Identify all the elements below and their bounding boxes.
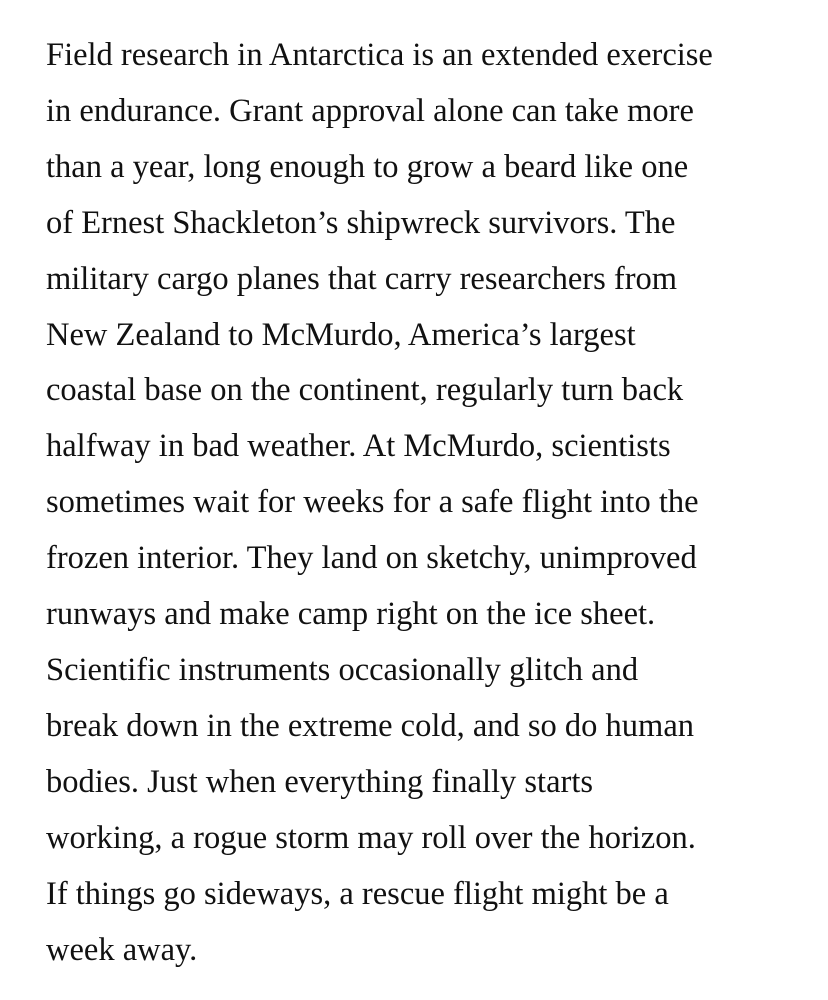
paragraph-line: of Ernest Shackleton’s shipwreck survivors. The — [46, 204, 676, 241]
paragraph-line: coastal base on the continent, regularly turn back — [46, 372, 684, 409]
paragraph-line: New Zealand to McMurdo, America’s largest — [46, 316, 636, 353]
article-paragraph — [46, 28, 806, 978]
paragraph-line: bodies. Just when everything finally starts — [46, 763, 593, 800]
paragraph-line: Field research in Antarctica is an extended exercise — [46, 37, 713, 73]
paragraph-line: military cargo planes that carry researchers from — [46, 260, 678, 297]
paragraph-line: runways and make camp right on the ice sheet. — [46, 596, 656, 633]
paragraph-line: sometimes wait for weeks for a safe flight into the — [46, 484, 699, 521]
paragraph-line: in endurance. Grant approval alone can take more — [46, 92, 694, 129]
paragraph-line: working, a rogue storm may roll over the horizon. — [46, 819, 696, 856]
paragraph-line: break down in the extreme cold, and so do human — [46, 707, 695, 744]
paragraph-line: If things go sideways, a rescue flight might be a — [46, 875, 669, 912]
paragraph-line: frozen interior. They land on sketchy, unimproved — [46, 540, 697, 577]
paragraph-line: halfway in bad weather. At McMurdo, scientists — [46, 428, 671, 465]
paragraph-line: week away. — [46, 931, 198, 968]
paragraph-line: Scientific instruments occasionally glitch and — [46, 651, 639, 688]
paragraph-line: than a year, long enough to grow a beard like one — [46, 148, 689, 185]
